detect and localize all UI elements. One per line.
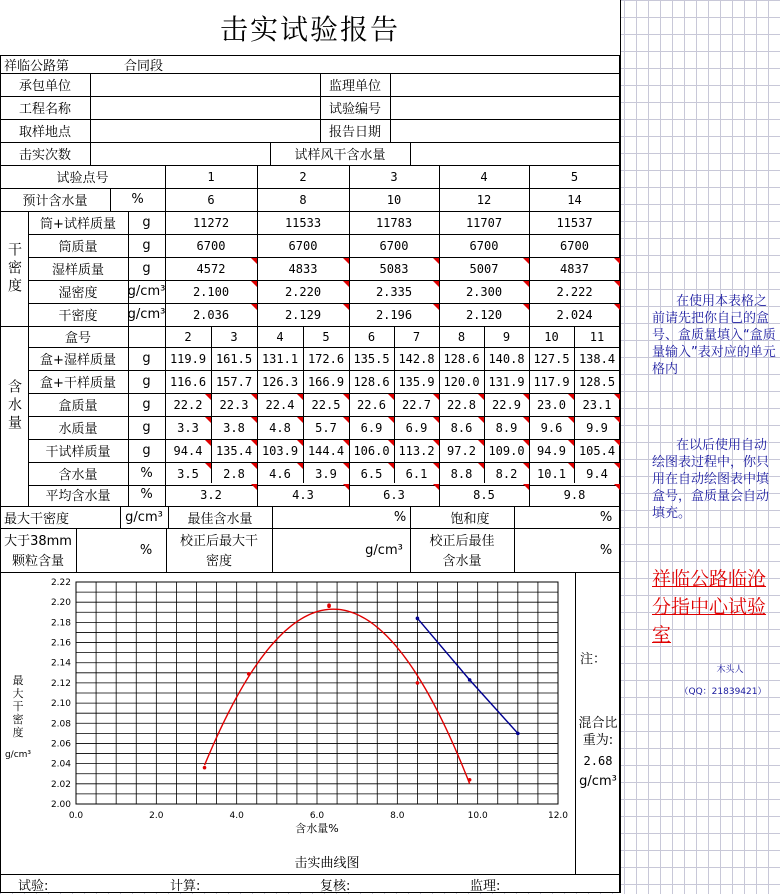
grid-line [410, 506, 411, 528]
dry-row-value[interactable]: 11537 [556, 215, 593, 230]
point-number: 5 [570, 169, 579, 184]
box-number[interactable]: 8 [457, 329, 466, 344]
dry-row-value: 2.129 [284, 307, 322, 322]
moisture-row-value: 144.4 [307, 443, 345, 458]
footer-test: 试验: [18, 878, 49, 894]
y-tick-label: 2.14 [50, 658, 71, 669]
point-number: 4 [480, 169, 488, 184]
road-section-label: 合同段 [124, 58, 164, 74]
x-tick-label: 12.0 [547, 811, 569, 821]
moisture-row-value: 3.8 [223, 420, 245, 435]
grid-line [120, 506, 121, 528]
compaction-curve-chart [0, 572, 575, 874]
mdd-unit: g/cm³ [125, 509, 163, 525]
grid-line [390, 73, 391, 119]
predicted-moisture-value[interactable]: 14 [567, 192, 582, 207]
moisture-row-value: 6.9 [360, 420, 383, 435]
corr-mdd-label-line1: 校正后最大干 [179, 533, 258, 549]
dry-row-unit: g/cm³ [127, 284, 166, 299]
dry-row-value: 2.222 [556, 284, 593, 299]
y-tick-label: 2.00 [50, 800, 71, 810]
predicted-label: 预计含水量 [22, 194, 88, 209]
footer-review: 复核: [320, 878, 351, 894]
dry-row-unit: g/cm³ [127, 307, 166, 322]
dry-row-unit: g [142, 261, 151, 276]
peak-point [327, 603, 331, 607]
predicted-moisture-value[interactable]: 10 [386, 192, 402, 207]
moisture-row-value[interactable]: 138.4 [578, 351, 616, 366]
x-tick-label: 4.0 [229, 811, 244, 821]
avg-moisture-value: 4.3 [292, 487, 314, 502]
project-name-label: 工程名称 [18, 102, 71, 117]
y-tick-label: 2.08 [50, 719, 71, 730]
dry-row-value[interactable]: 11707 [465, 215, 503, 230]
y-tick-label: 2.20 [50, 598, 71, 609]
dry-row-label: 筒质量 [58, 240, 98, 255]
box-number[interactable]: 5 [322, 329, 330, 344]
moisture-row-value[interactable]: 128.6 [443, 351, 480, 366]
grid-line [410, 142, 411, 165]
moisture-row-value: 135.4 [215, 443, 253, 458]
dry-row-unit: g [142, 238, 151, 253]
dry-row-value: 4837 [560, 261, 589, 276]
dry-row-value: 6700 [288, 238, 318, 253]
avg-moisture-value: 9.8 [563, 487, 586, 502]
moisture-row-label: 盒+干样质量 [40, 376, 116, 391]
y-tick-label: 2.02 [50, 779, 71, 790]
moisture-row-value: 6.9 [405, 420, 428, 435]
saturation-point [468, 678, 472, 682]
grid-line [0, 73, 620, 74]
comment-marker [614, 484, 620, 490]
moisture-row-value[interactable]: 135.5 [353, 351, 390, 366]
dry-row-value: 5007 [469, 261, 499, 276]
grid-line [514, 506, 515, 528]
moisture-row-value: 4.8 [269, 420, 291, 435]
moisture-row-value[interactable]: 140.8 [488, 351, 525, 366]
moisture-row-value[interactable]: 119.9 [169, 351, 207, 366]
grid-line [0, 528, 620, 529]
moisture-row-value: 8.9 [495, 420, 518, 435]
dry-row-label: 筒+试样质量 [40, 217, 116, 232]
avg-moisture-value: 6.3 [383, 487, 405, 502]
usage-note-2: 在以后使用自动绘图表过程中，你只用在自动绘图表中填盒号，盒质量会自动填充。 [652, 438, 770, 521]
dry-row-value[interactable]: 11272 [192, 215, 230, 230]
grid-line [0, 119, 620, 120]
grid-line [0, 55, 620, 56]
box-number[interactable]: 10 [544, 329, 559, 344]
moisture-row-value: 135.9 [398, 374, 435, 389]
point-number: 1 [207, 169, 215, 184]
dry-row-value: 2.196 [375, 307, 413, 322]
grid-line [390, 119, 391, 142]
moisture-row-value: 22.3 [219, 397, 249, 412]
dry-row-value: 6700 [196, 238, 226, 253]
y-tick-label: 2.12 [50, 678, 71, 689]
footer-supervise: 监理: [470, 878, 501, 894]
predicted-unit: % [131, 192, 144, 207]
moisture-row-value: 116.6 [169, 374, 207, 389]
avg-moisture-label: 平均含水量 [45, 489, 111, 504]
moisture-row-value: 97.2 [447, 443, 476, 458]
moisture-row-value: 22.2 [173, 397, 203, 412]
moisture-row-value: 6.1 [405, 466, 428, 481]
moisture-row-value: 105.4 [578, 443, 616, 458]
grid-line [410, 528, 411, 572]
point-number: 2 [299, 169, 307, 184]
mix-label-line1: 混合比 [578, 715, 618, 731]
y-axis-unit: g/cm³ [4, 750, 32, 760]
moisture-row-value: 22.7 [402, 397, 431, 412]
moisture-row-value: 22.6 [357, 397, 386, 412]
moisture-row-unit: g [142, 443, 151, 458]
grid-line [320, 73, 321, 119]
moisture-group-label: 含水量 [6, 379, 22, 433]
dry-row-unit: g [142, 215, 151, 230]
moisture-row-value: 22.9 [492, 397, 521, 412]
data-point [203, 766, 207, 770]
box-number[interactable]: 11 [589, 329, 605, 344]
moisture-row-value: 9.9 [586, 420, 608, 435]
grid-line [0, 55, 1, 892]
note-label: 注： [579, 651, 606, 667]
dry-row-value: 2.100 [192, 284, 230, 299]
corr-opt-unit: % [599, 542, 613, 558]
sat-unit: % [599, 509, 613, 525]
dry-row-label: 干密度 [58, 309, 98, 324]
avg-moisture-value: 3.2 [200, 487, 222, 502]
box-number[interactable]: 2 [184, 329, 192, 344]
lab-name: 祥临公路临沧分指中心试验室 [652, 568, 767, 646]
dry-row-label: 湿密度 [58, 286, 98, 301]
moisture-row-unit: % [140, 466, 153, 481]
moisture-row-value: 4.6 [269, 466, 291, 481]
x-tick-label: 10.0 [467, 811, 488, 821]
air-dry-moisture-label: 试样风干含水量 [294, 148, 386, 163]
grid-line [110, 188, 111, 211]
dry-row-value: 6700 [469, 238, 499, 253]
x-tick-label: 6.0 [309, 811, 325, 821]
corr-mdd-unit: g/cm³ [365, 542, 403, 558]
dry-row-value: 5083 [379, 261, 409, 276]
y-tick-label: 2.06 [50, 739, 71, 750]
moisture-row-value[interactable]: 142.8 [398, 351, 435, 366]
moisture-row-value[interactable]: 127.5 [533, 351, 570, 366]
y-tick-label: 2.18 [50, 618, 71, 629]
moisture-row-value: 8.8 [450, 466, 473, 481]
moisture-row-value: 128.6 [353, 374, 390, 389]
compaction-times-label: 击实次数 [18, 148, 71, 163]
moisture-row-value: 22.4 [265, 397, 295, 412]
moisture-row-label: 盒质量 [58, 399, 98, 414]
opt-unit: % [393, 509, 407, 525]
moisture-row-value: 103.9 [261, 443, 299, 458]
data-point [468, 778, 472, 782]
moisture-row-value: 106.0 [353, 443, 390, 458]
predicted-moisture-value[interactable]: 8 [299, 192, 307, 207]
y-tick-label: 2.10 [50, 699, 71, 710]
grid-line [272, 506, 273, 528]
dry-row-value: 6700 [560, 238, 589, 253]
comment-marker [614, 463, 620, 469]
moisture-row-value: 2.8 [223, 466, 245, 481]
point-number: 3 [390, 169, 398, 184]
x-tick-label: 8.0 [390, 811, 405, 821]
moisture-row-value: 126.3 [261, 374, 299, 389]
over38-label-line1: 大于38mm [4, 533, 72, 549]
grid-line [0, 874, 620, 875]
moisture-row-label: 干试样质量 [45, 445, 111, 460]
moisture-row-value: 23.0 [537, 397, 566, 412]
grid-line [514, 528, 515, 572]
comment-marker [614, 417, 620, 423]
x-axis-label: 含水量% [295, 822, 339, 835]
moisture-row-unit: g [142, 374, 151, 389]
y-tick-label: 2.22 [50, 578, 71, 588]
comment-marker [614, 281, 620, 287]
author-name: 木头人 [716, 665, 744, 675]
chart-title: 击实曲线图 [294, 856, 360, 871]
saturation-point [416, 617, 420, 621]
dry-row-value[interactable]: 11783 [375, 215, 413, 230]
supervisor-label: 监理单位 [328, 79, 381, 94]
dry-density-group-label: 干密度 [6, 241, 22, 296]
page-title: 击实试验报告 [219, 13, 400, 46]
comment-marker [614, 394, 620, 400]
box-number[interactable]: 6 [367, 329, 376, 344]
dry-row-value: 4833 [288, 261, 318, 276]
moisture-row-label: 盒+湿样质量 [40, 353, 116, 368]
sample-site-label: 取样地点 [18, 125, 71, 140]
grid-line [320, 119, 321, 142]
over38-unit: % [139, 542, 153, 558]
contractor-value[interactable] [90, 73, 320, 96]
moisture-row-value: 9.4 [586, 466, 608, 481]
corr-mdd-label-line2: 密度 [205, 553, 232, 569]
moisture-row-value[interactable]: 161.5 [215, 351, 253, 366]
box-number[interactable]: 3 [230, 329, 238, 344]
box-label: 盒号 [64, 331, 91, 346]
report-date-label: 报告日期 [328, 125, 381, 140]
moisture-row-value: 117.9 [533, 374, 570, 389]
road-label: 祥临公路第 [4, 58, 70, 74]
moisture-row-value: 157.7 [215, 374, 253, 389]
predicted-moisture-value[interactable]: 6 [207, 192, 215, 207]
dry-row-value: 2.024 [556, 307, 593, 322]
moisture-row-value: 128.5 [578, 374, 616, 389]
mix-value: 2.68 [583, 754, 613, 768]
points-label: 试验点号 [56, 171, 109, 186]
moisture-row-value: 94.4 [173, 443, 203, 458]
moisture-row-value[interactable]: 131.1 [261, 351, 299, 366]
comment-marker [614, 304, 620, 310]
dry-row-value: 4572 [196, 261, 226, 276]
data-point [247, 672, 251, 676]
box-number[interactable]: 4 [276, 329, 284, 344]
predicted-moisture-value[interactable]: 12 [476, 192, 492, 207]
y-tick-label: 2.16 [50, 638, 71, 649]
grid-line [270, 142, 271, 165]
comment-marker [614, 258, 620, 264]
data-point [416, 681, 420, 685]
footer-calc: 计算: [170, 878, 201, 894]
opt-moisture-label: 最佳含水量 [187, 511, 253, 527]
grid-line [0, 572, 620, 573]
comment-marker [614, 440, 620, 446]
moisture-row-value: 22.8 [447, 397, 476, 412]
moisture-row-value: 120.0 [443, 374, 480, 389]
usage-note-1: 在使用本表格之前请先把你自己的盒号、盒质量填入“盒质量输入”表对应的单元格内 [652, 294, 776, 377]
grid-line [272, 528, 273, 572]
x-tick-label: 0.0 [68, 811, 84, 821]
mix-unit: g/cm³ [579, 773, 617, 789]
grid-line [90, 73, 91, 165]
moisture-row-label: 含水量 [58, 468, 98, 483]
dry-row-value[interactable]: 11533 [284, 215, 322, 230]
y-tick-label: 2.04 [50, 759, 71, 770]
dry-row-value: 2.335 [375, 284, 413, 299]
moisture-row-value: 3.3 [177, 420, 199, 435]
author-qq: （QQ：21839421） [679, 687, 767, 697]
grid-line [0, 142, 620, 143]
test-no-label: 试验编号 [328, 102, 381, 117]
moisture-row-value: 9.6 [540, 420, 563, 435]
moisture-row-value: 131.9 [488, 374, 525, 389]
moisture-row-value: 166.9 [307, 374, 345, 389]
moisture-row-value: 8.6 [450, 420, 473, 435]
grid-line [76, 528, 77, 572]
max-dry-density-label: 最大干密度 [4, 511, 70, 527]
moisture-row-value: 23.1 [582, 397, 612, 412]
box-number[interactable]: 9 [502, 329, 511, 344]
grid-line [575, 572, 576, 874]
moisture-row-value: 3.5 [177, 466, 199, 481]
moisture-row-value: 3.9 [315, 466, 337, 481]
moisture-row-unit: g [142, 351, 151, 366]
moisture-row-value: 113.2 [398, 443, 435, 458]
saturation-point [516, 732, 520, 736]
moisture-row-unit: g [142, 420, 151, 435]
grid-line [0, 96, 620, 97]
x-tick-label: 2.0 [149, 811, 164, 821]
over38-label-line2: 颗粒含量 [11, 553, 64, 569]
avg-moisture-value: 8.5 [473, 487, 495, 502]
contractor-label: 承包单位 [18, 79, 71, 94]
supervisor-value[interactable] [390, 73, 620, 96]
mix-label-line2: 重为: [582, 732, 614, 748]
moisture-row-value: 6.5 [360, 466, 383, 481]
moisture-row-value: 94.9 [537, 443, 566, 458]
box-number[interactable]: 7 [412, 329, 421, 344]
moisture-row-value: 5.7 [315, 420, 337, 435]
moisture-row-value: 109.0 [488, 443, 525, 458]
dry-row-label: 湿样质量 [51, 263, 104, 278]
y-axis-label: 最大干密度 [12, 674, 24, 739]
moisture-row-value: 8.2 [495, 466, 518, 481]
grid-line [166, 528, 167, 572]
moisture-row-label: 水质量 [58, 422, 98, 437]
moisture-row-unit: g [142, 397, 151, 412]
corr-opt-label-line2: 含水量 [442, 553, 482, 569]
dry-row-value: 2.036 [192, 307, 230, 322]
dry-row-value: 2.220 [284, 284, 322, 299]
avg-moisture-unit: % [140, 487, 153, 502]
moisture-row-value[interactable]: 172.6 [307, 351, 345, 366]
saturation-label: 饱和度 [450, 511, 490, 527]
grid-line [0, 506, 620, 507]
moisture-row-value: 22.5 [311, 397, 341, 412]
dry-row-value: 2.300 [465, 284, 503, 299]
corr-opt-label-line1: 校正后最佳 [429, 533, 495, 549]
moisture-row-value: 10.1 [537, 466, 566, 481]
dry-row-value: 2.120 [465, 307, 503, 322]
grid-line [168, 506, 169, 528]
dry-row-value: 6700 [379, 238, 409, 253]
